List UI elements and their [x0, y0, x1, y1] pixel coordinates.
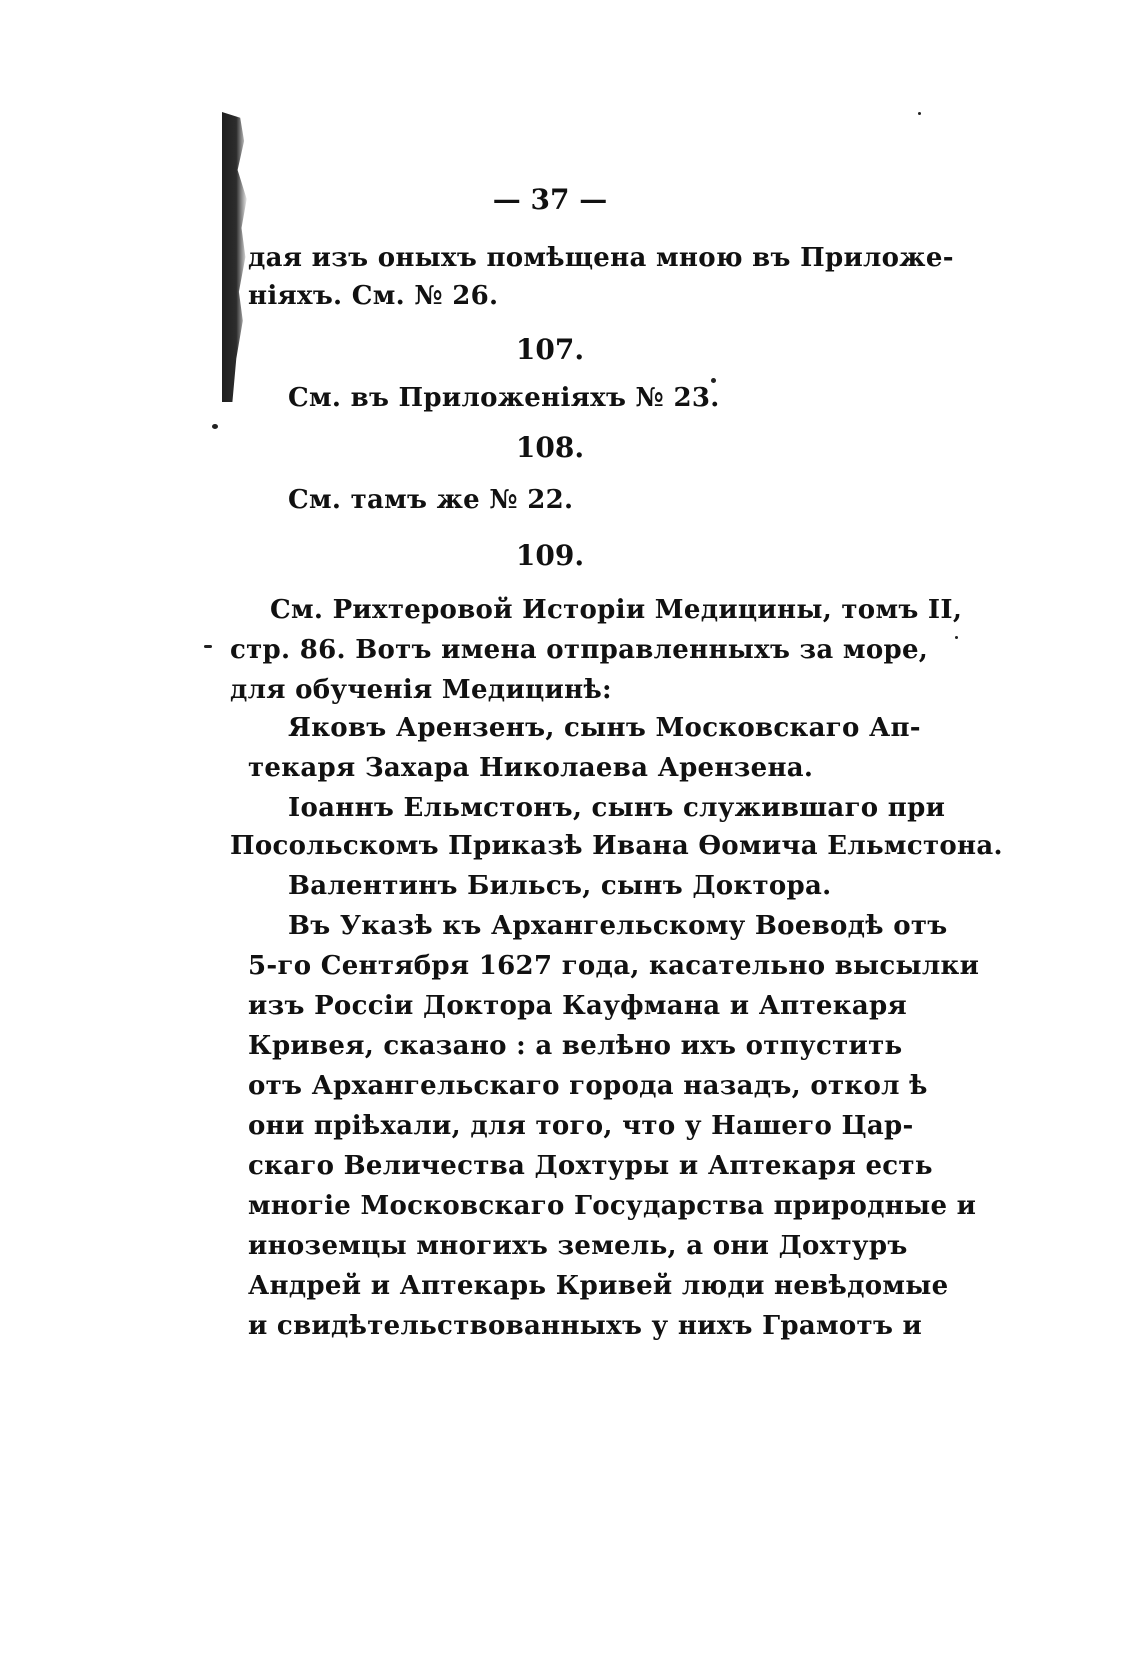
speck: [955, 636, 958, 639]
text-line: изъ Россіи Доктора Кауфмана и Аптекаря: [248, 991, 907, 1021]
text-line: они пріѣхали, для того, что у Нашего Цар-: [248, 1111, 914, 1141]
text-line: скаго Величества Дохтуры и Аптекаря есть: [248, 1151, 933, 1181]
text-line: 5-го Сентября 1627 года, касательно высылки: [248, 951, 980, 981]
text-line: Валентинъ Бильсъ, сынъ Доктора.: [288, 871, 832, 901]
section-number: 109.: [515, 539, 585, 572]
margin-smudge: [222, 112, 248, 402]
text-line: Іоаннъ Ельмстонъ, сынъ служившаго при: [288, 793, 946, 823]
text-line: иноземцы многихъ земель, а они Дохтуръ: [248, 1231, 908, 1261]
text-line: дая изъ оныхъ помѣщена мною въ Приложе-: [248, 243, 954, 273]
speck: [918, 112, 921, 115]
text-line: Андрей и Аптекарь Кривей люди невѣдомые: [248, 1271, 949, 1301]
text-line: для обученія Медицинѣ:: [230, 675, 612, 705]
section-number: 108.: [515, 431, 585, 464]
text-line: Въ Указѣ къ Архангельскому Воеводѣ отъ: [288, 911, 948, 941]
text-line: и свидѣтельствованныхъ у нихъ Грамотъ и: [248, 1311, 923, 1341]
speck: [204, 645, 212, 648]
text-line: многіе Московскаго Государства природные и: [248, 1191, 977, 1221]
section-number: 107.: [515, 333, 585, 366]
text-line: См. Рихтеровой Исторіи Медицины, томъ II,: [270, 595, 963, 625]
text-line: Яковъ Арензенъ, сынъ Московскаго Ап-: [288, 713, 921, 743]
text-line: См. тамъ же № 22.: [288, 485, 574, 515]
speck: [212, 424, 218, 429]
page-number: — 37 —: [492, 183, 608, 216]
text-line: Посольскомъ Приказѣ Ивана Ѳомича Ельмстона.: [230, 831, 1003, 861]
text-line: ніяхъ. См. № 26.: [248, 281, 499, 311]
text-line: Кривея, сказано : а велѣно ихъ отпустить: [248, 1031, 903, 1061]
text-line: отъ Архангельскаго города назадъ, откол ѣ: [248, 1071, 928, 1101]
text-line: стр. 86. Вотъ имена отправленныхъ за море,: [230, 635, 929, 665]
text-line: См. въ Приложеніяхъ № 23.: [288, 383, 720, 413]
text-line: текаря Захара Николаева Арензена.: [248, 753, 814, 783]
